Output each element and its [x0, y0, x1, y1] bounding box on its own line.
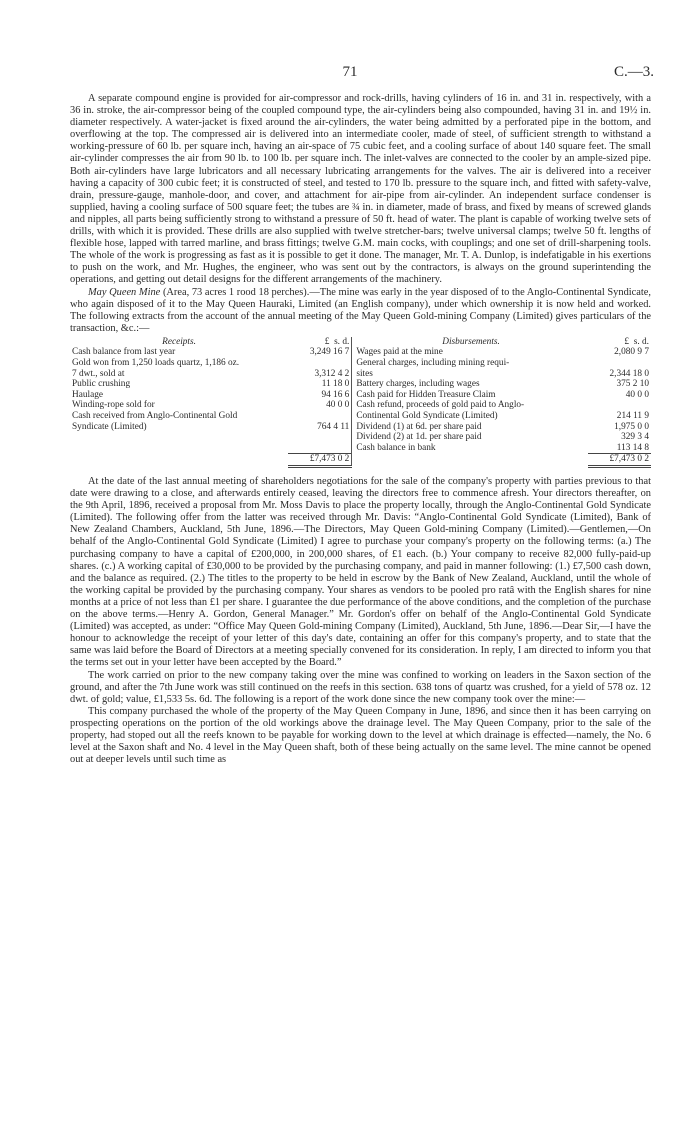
disbursement-amount: 214 11 9: [616, 411, 649, 422]
document-reference: C.—3.: [613, 64, 654, 80]
receipt-label: [70, 432, 288, 443]
receipts-currency-header: £ s. d.: [324, 336, 350, 347]
receipt-amount: [288, 411, 352, 422]
receipt-label: Cash balance from last year: [72, 347, 176, 358]
receipt-label: Gold won from 1,250 loads quartz, 1,186 oz.: [72, 358, 240, 369]
receipt-amount: 3,312 4 2: [314, 368, 350, 379]
disbursement-label: sites: [352, 369, 588, 380]
disbursement-amount: 2,080 9 7: [614, 347, 649, 358]
account-row: [70, 369, 651, 380]
receipt-label: Public crushing: [72, 379, 131, 390]
account-table: [70, 337, 651, 468]
account-row: [70, 400, 651, 411]
disbursement-label: Cash balance in bank: [352, 443, 588, 454]
paragraph-may-queen: [70, 287, 651, 335]
receipt-amount: [288, 443, 352, 454]
disbursement-amount: 40 0 0: [625, 389, 649, 400]
receipts-heading: Receipts.: [162, 336, 196, 347]
body-text: [70, 93, 651, 766]
account-row: [70, 432, 651, 443]
receipt-amount: 40 0 0: [326, 400, 350, 411]
disbursement-label: Cash paid for Hidden Treasure Claim: [352, 390, 588, 401]
disbursement-amount: [588, 358, 651, 369]
receipt-label: Winding-rope sold for: [72, 400, 155, 411]
receipt-label: Syndicate (Limited): [72, 421, 147, 432]
disbursement-label: Wages paid at the mine: [352, 347, 588, 358]
account-row: [70, 443, 651, 454]
paragraph-compressor: A separate compound engine is provided for air-compressor and rock-drills, having cylinders of 16 in. and 31 in. respectively, with a 36 in. stroke, the air-compressor being of the coupled compound type, the air-cylinders being also compounded, having 31 in. and 19½ in. diameter respectively. A water-jacket is fixed around the air-cylinders, the water being admitted by a perforated pipe in the bottom, and overflowing at the top. The compressed air is delivered into an intermediate cooler, made of steel, of sufficient strength to withstand a working-pressure of 60 lb. per square inch, having an air-space of 75 cubic feet, and a cooling surface of about 140 square feet. The small air-cylinder compresses the air from 90 lb. to 100 lb. per square inch. The inlet-valves are connected to the cooler by an ample-sized pipe. Both air-cylinders have large lubricators and all necessary lubricating arrangements for the valves. The air is delivered into a receiver having a capacity of 300 cubic feet; it is constructed of steel, and tested to 170 lb. pressure to the square inch, and fitted with safety-valve, drain, pressure-gauge, manhole-door, and cover, and attachment for air-pipe from air-cylinder. An independent surface condenser is supplied, having a cooling surface of 500 square feet; the tubes are ¾ in. in diameter, made of brass, and fixed by means of screwed glands and nipples, all parts being sufficiently strong to withstand a pressure of 50 ft. head of water. The plant is capable of working twelve sets of drills, with which it is provided. These drills are also supplied with twelve stretcher-bars; twelve universal clamps; twelve 50 ft. lengths of flexible hose, lapped with tarred marline, and brass fittings; twelve G.M. main cocks, with couplings; and one set of drill-sharpening tools. The whole of the work is progressing as fast as it is possible to get it done. The manager, Mr. T. A. Dunlop, is indefatigable in his exertions to push on the work, and Mr. Hughes, the engineer, who was sent out by the contractors, is always on the ground superintending the operations, and getting out detail designs for the different arrangements of the machinery.: [70, 93, 651, 286]
disbursement-amount: 329 3 4: [621, 432, 649, 443]
receipt-label: [70, 443, 288, 454]
receipt-amount: 94 16 6: [321, 389, 350, 400]
receipt-amount: 764 4 11: [317, 421, 350, 432]
receipt-amount: [288, 358, 352, 369]
receipt-label: 7 dwt., sold at: [72, 368, 125, 379]
disbursements-currency-header: £ s. d.: [624, 336, 649, 347]
disbursement-label: Dividend (2) at 1d. per share paid: [352, 432, 588, 443]
disbursement-label: Dividend (1) at 6d. per share paid: [352, 422, 588, 433]
account-row: [70, 379, 651, 390]
account-row: [70, 347, 651, 358]
receipt-label: Haulage: [72, 389, 103, 400]
disbursement-amount: 375 2 10: [616, 379, 649, 390]
mine-title: May Queen Mine: [88, 286, 161, 298]
receipts-total: £7,473 0 2: [288, 454, 352, 467]
mine-intro: (Area, 73 acres 1 rood 18 perches).—The mine was early in the year disposed of to the Anglo-Continental Syndicate, who again disposed of it to the May Queen Hauraki, Limited (an English company), under which ownership it is now held and worked. The following extracts from the account of the annual meeting of the May Queen Gold-mining Company (Limited) gives particulars of the transaction, &c.:—: [70, 286, 651, 334]
account-row: [70, 422, 651, 433]
disbursement-amount: 113 14 8: [616, 442, 649, 453]
account-row: [70, 358, 651, 369]
paragraph-saxon-work: The work carried on prior to the new company taking over the mine was confined to working on leaders in the Saxon section of the ground, and after the 7th June work was still continued on the reefs in this section. 638 tons of quartz was crushed, for a yield of 578 oz. 12 dwt. of gold; value, £1,533 5s. 6d. The following is a report of the work done since the new company took over the mine:—: [70, 669, 651, 705]
account-row: [70, 390, 651, 401]
disbursement-label: Cash refund, proceeds of gold paid to Anglo-: [352, 400, 588, 411]
disbursement-amount: 1,975 0 0: [614, 421, 649, 432]
disbursement-label: General charges, including mining requi-: [352, 358, 588, 369]
receipt-amount: [288, 432, 352, 443]
disbursement-label: Continental Gold Syndicate (Limited): [352, 411, 588, 422]
disbursement-amount: [588, 400, 651, 411]
account-row: [70, 411, 651, 422]
receipt-label: Cash received from Anglo-Continental Gold: [72, 411, 238, 422]
page-number: 71: [342, 64, 358, 80]
paragraph-sale: At the date of the last annual meeting of shareholders negotiations for the sale of the company's property with parties previous to that date were drawing to a close, and afterwards entirely ceased, leaving the directors free to commence afresh. Your directors thereafter, on the 9th April, 1896, received a proposal from Mr. Moss Davis to place the property locally, through the Anglo-Continental Gold Syndicate (Limited). The following offer from the latter was received through Mr. Davis: “Anglo-Continental Gold Syndicate (Limited), Bank of New Zealand Chambers, Auckland, 5th June, 1896.—The Directors, May Queen Gold-mining Company (Limited).—Gentlemen,—On behalf of the Anglo-Continental Gold Syndicate (Limited) I agree to purchase your company's property on the following terms: (a.) The purchasing company to have a capital of £200,000, in 200,000 shares, of £1 each. (b.) Your company to receive 82,000 fully-paid-up shares. (c.) A working capital of £30,000 to be provided by the purchasing company, and paid in manner following: (1.) £7,500 cash down, and the balance as required. (2.) The titles to the property to be held in escrow by the Bank of New Zealand, Auckland, until the whole of the working capital be provided by the purchasing company. Your shares as vendors to be pooled pro ratâ with the English shares for nine months at a price of not less than £1 per share. I guarantee the due performance of the above conditions, and the completion of the purchase on the above terms.—Henry A. Gordon, General Manager.” Mr. Gordon's offer on behalf of the Anglo-Continental Gold Syndicate (Limited) was accepted, as under: “Office May Queen Gold-mining Company (Limited), Auckland, 5th June, 1896.—Dear Sir,—I have the honour to acknowledge the receipt of your letter of this day's date, containing an offer for this company's property, and to state that the same was laid before the Board of Directors at a meeting specially convened for its consideration. In reply, I am directed to inform you that the terms set out in your letter have been accepted by the Board.”: [70, 476, 651, 669]
disbursement-amount: 2,344 18 0: [609, 368, 649, 379]
disbursements-heading: Disbursements.: [352, 337, 588, 348]
receipt-amount: 11 18 0: [321, 379, 350, 390]
disbursements-total: £7,473 0 2: [588, 454, 651, 467]
disbursement-label: Battery charges, including wages: [352, 379, 588, 390]
paragraph-purchase: This company purchased the whole of the property of the May Queen Company in June, 1896, and since then it has been carrying on prospecting operations on the portion of the old workings above the drainage level. The May Queen Company, prior to the sale of the property, had stoped out all the reefs known to be payable for working down to the level at which drainage is effected—namely, the No. 6 level at the Saxon shaft and No. 4 level in the May Queen shaft, both of these being actually on the same level. The mine cannot be opened out at deeper levels until such time as: [70, 705, 651, 766]
receipt-amount: 3,249 16 7: [309, 347, 350, 358]
